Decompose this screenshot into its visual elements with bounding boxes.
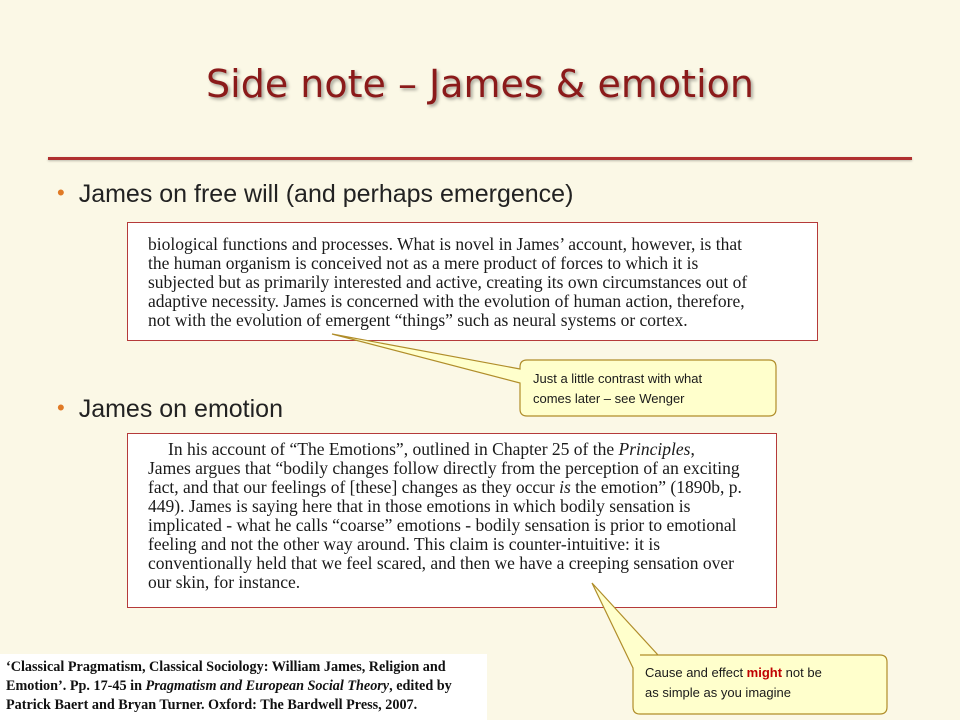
quote-line: feeling and not the other way around. This claim is counter-intuitive: it is bbox=[148, 534, 661, 554]
bullet-text: James on emotion bbox=[78, 395, 283, 423]
bullet-marker: • bbox=[57, 395, 65, 420]
slide-title: Side note – James & emotion bbox=[206, 62, 754, 106]
citation-line: Patrick Baert and Bryan Turner. Oxford: The Bardwell Press, 2007. bbox=[6, 697, 418, 713]
quote-line: subjected but as primarily interested and active, creating its own circumstances out of bbox=[148, 272, 748, 292]
citation-line: Emotion’. Pp. 17-45 in Pragmatism and European Social Theory, edited by bbox=[6, 678, 452, 694]
quote-line: 449). James is saying here that in those emotions in which bodily sensation is bbox=[148, 496, 691, 516]
quote-line: adaptive necessity. James is concerned with the evolution of human action, therefore, bbox=[148, 291, 745, 311]
quote-line: not with the evolution of emergent “things” such as neural systems or cortex. bbox=[148, 310, 688, 330]
quote-line: fact, and that our feelings of [these] changes as they occur is the emotion” (1890b, p. bbox=[148, 477, 742, 497]
quote-line: biological functions and processes. What is novel in James’ account, however, is that bbox=[148, 234, 742, 254]
callout-text-wenger: Just a little contrast with what comes later – see Wenger bbox=[533, 371, 703, 406]
quote-line: conventionally held that we feel scared, and then we have a creeping sensation over bbox=[148, 553, 735, 573]
bullet-text: James on free will (and perhaps emergence) bbox=[78, 180, 574, 208]
quote-line: the human organism is conceived not as a mere product of forces to which it is bbox=[148, 253, 699, 273]
citation-line: ‘Classical Pragmatism, Classical Sociology: William James, Religion and bbox=[6, 659, 446, 675]
callout-text-cause-effect: Cause and effect might not be as simple as you imagine bbox=[645, 665, 822, 700]
citation-box bbox=[0, 654, 487, 720]
bullet-marker: • bbox=[57, 180, 65, 205]
quote-line: implicated - what he calls “coarse” emotions - bodily sensation is prior to emotional bbox=[148, 515, 737, 535]
quote-line: In his account of “The Emotions”, outlined in Chapter 25 of the Principles, bbox=[168, 439, 695, 459]
highlighted-word: might bbox=[746, 665, 783, 680]
quote-line: our skin, for instance. bbox=[148, 572, 301, 592]
quote-line: James argues that “bodily changes follow directly from the perception of an exciting bbox=[148, 458, 740, 478]
